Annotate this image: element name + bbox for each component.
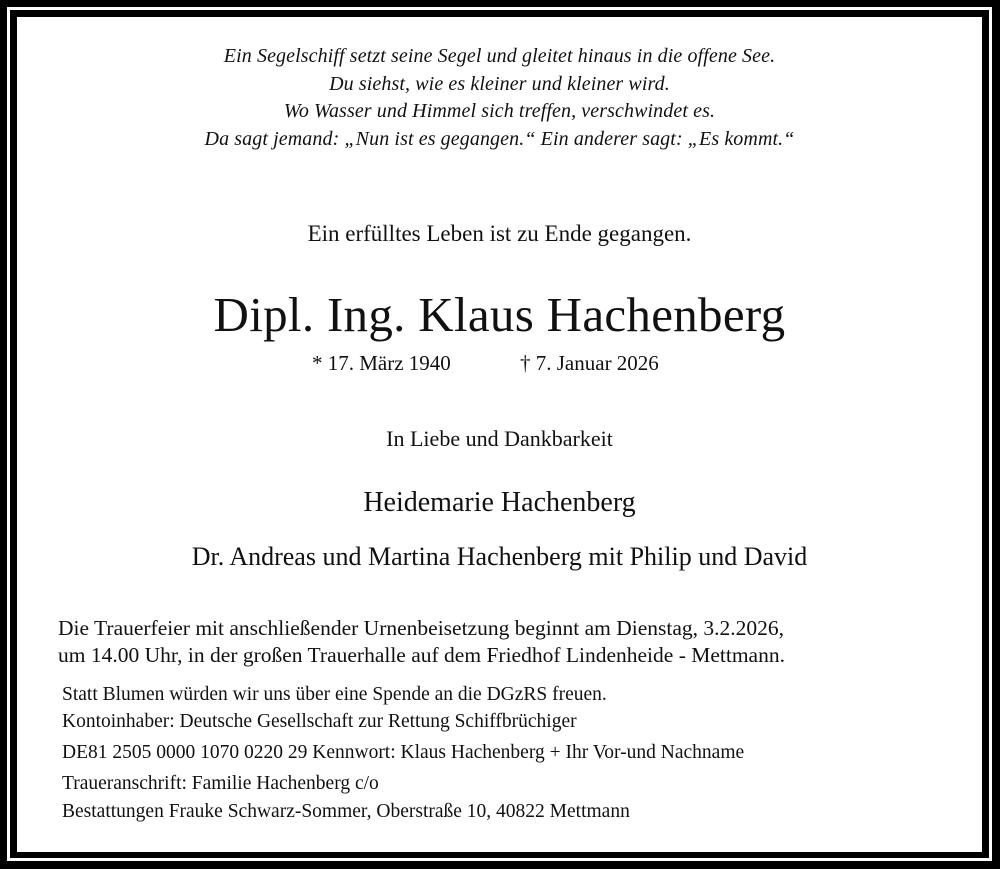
donation-request: Statt Blumen würden wir uns über eine Spende an die DGzRS freuen. — [62, 684, 607, 705]
obituary-content — [17, 17, 982, 852]
poem-line-2: Du siehst, wie es kleiner und kleiner wird. — [329, 73, 670, 95]
condolence-address-line-2: Bestattungen Frauke Schwarz-Sommer, Oberstraße 10, 40822 Mettmann — [62, 801, 630, 822]
poem-line-4: Da sagt jemand: „Nun ist es gegangen.“ Ein anderer sagt: „Es kommt.“ — [204, 128, 795, 150]
poem-line-1: Ein Segelschiff setzt seine Segel und gleitet hinaus in die offene See. — [223, 45, 776, 67]
death-date: † 7. Januar 2026 — [520, 351, 659, 375]
intro-text: Ein erfülltes Leben ist zu Ende gegangen. — [307, 221, 692, 246]
donation-iban-reference: DE81 2505 0000 1070 0220 29 Kennwort: Klaus Hachenberg + Ihr Vor-und Nachname — [62, 742, 745, 763]
birth-date: * 17. März 1940 — [312, 351, 451, 375]
mourner-primary: Heidemarie Hachenberg — [363, 487, 636, 518]
donation-account-holder: Kontoinhaber: Deutsche Gesellschaft zur Rettung Schiffbrüchiger — [62, 711, 577, 732]
ceremony-line-2: um 14.00 Uhr, in der großen Trauerhalle auf dem Friedhof Lindenheide - Mettmann. — [58, 643, 785, 667]
life-dates — [17, 353, 982, 377]
ceremony-line-1: Die Trauerfeier mit anschließender Urnenbeisetzung beginnt am Dienstag, 3.2.2026, — [58, 616, 785, 640]
poem-line-3: Wo Wasser und Himmel sich treffen, verschwindet es. — [283, 100, 716, 122]
mourner-family: Dr. Andreas und Martina Hachenberg mit Philip und David — [191, 542, 808, 571]
deceased-name: Dipl. Ing. Klaus Hachenberg — [213, 287, 786, 342]
dedication-text: In Liebe und Dankbarkeit — [386, 426, 613, 451]
condolence-address-line-1: Traueranschrift: Familie Hachenberg c/o — [62, 773, 379, 794]
